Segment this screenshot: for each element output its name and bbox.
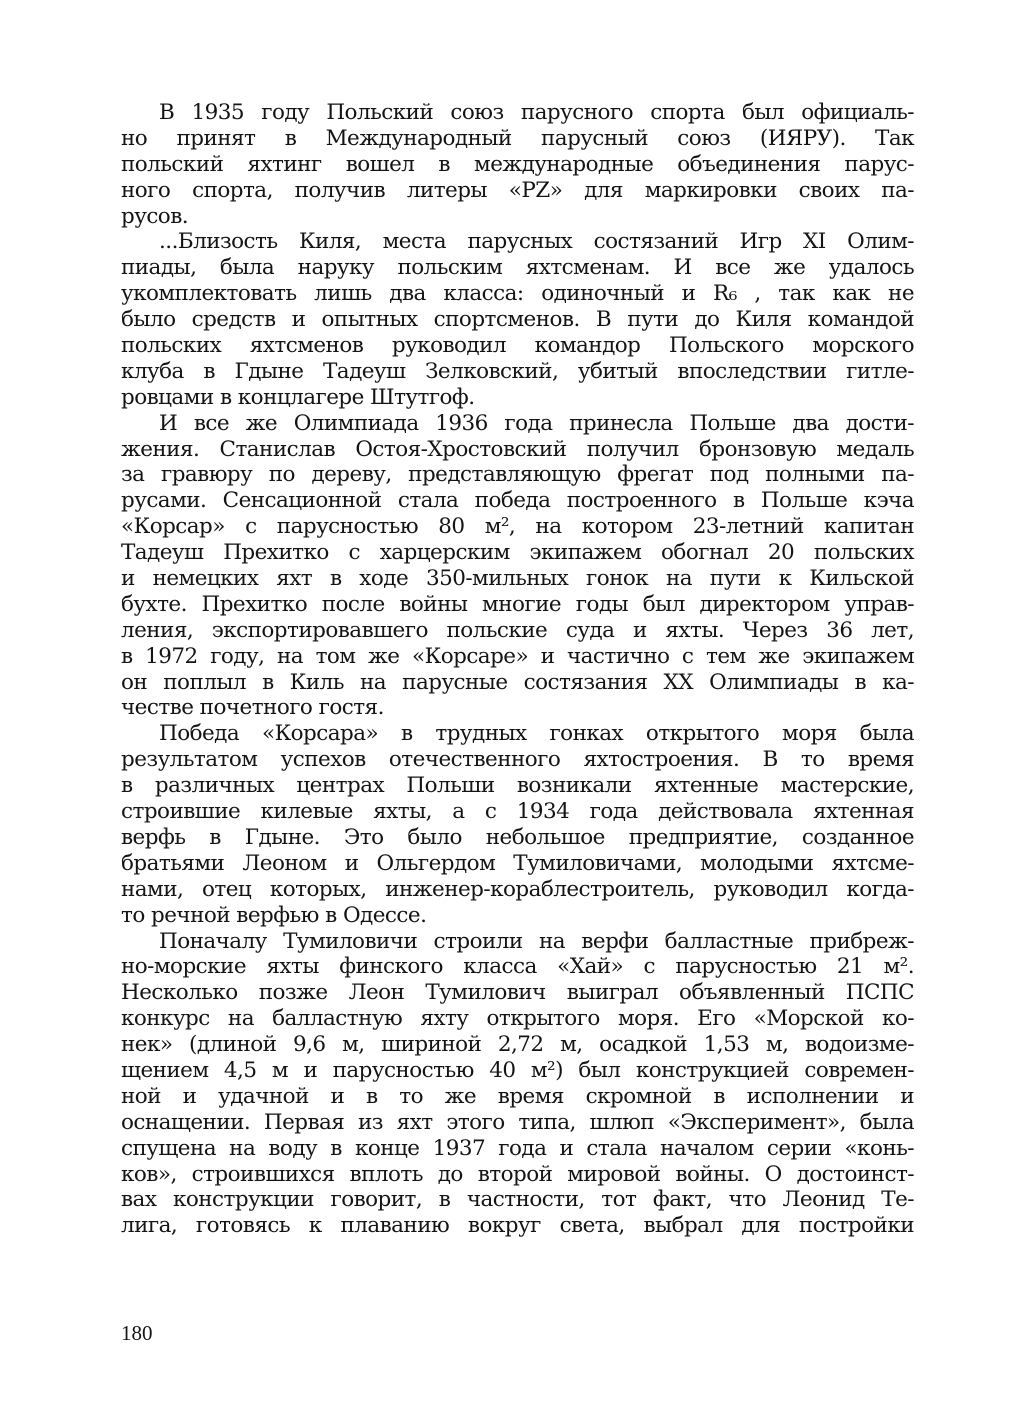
text-line: спущена на воду в конце 1937 года и стала началом серии «конь- <box>121 1135 914 1161</box>
text-line: польский яхтинг вошел в международные объединения парус- <box>121 151 914 177</box>
text-line: но-морские яхты финского класса «Хай» с парусностью 21 м². <box>121 954 914 980</box>
text-line: нами, отец которых, инженер-кораблестроитель, руководил когда- <box>121 876 914 902</box>
text-line: пиады, была наруку польским яхтсменам. И все же удалось <box>121 255 914 281</box>
text-line: вах конструкции говорит, в частности, тот факт, что Леонид Те- <box>121 1187 914 1213</box>
text-line: братьями Леоном и Ольгердом Тумиловичами, молодыми яхтсме- <box>121 850 914 876</box>
text-line: жения. Станислав Остоя-Хростовский получил бронзовую медаль <box>121 436 914 462</box>
text-line: укомплектовать лишь два класса: одиночный и R₆ , так как не <box>121 281 914 307</box>
text-line: честве почетного гостя. <box>121 695 384 721</box>
page-number: 180 <box>121 1321 153 1345</box>
text-line: лига, готовясь к плаванию вокруг света, выбрал для постройки <box>121 1213 914 1239</box>
text-line: за гравюру по дереву, представляющую фрегат под полными па- <box>121 462 914 488</box>
paragraph-korsar-victory <box>121 721 914 928</box>
text-line: в 1972 году, на том же «Корсаре» и частично с тем же экипажем <box>121 643 914 669</box>
text-line: Тадеуш Прехитко с харцерским экипажем обогнал 20 польских <box>121 540 914 566</box>
text-line: было средств и опытных спортсменов. В пути до Киля командой <box>121 307 914 333</box>
text-line: верфь в Гдыне. Это было небольшое предприятие, созданное <box>121 824 914 850</box>
text-line: ления, экспортировавшего польские суда и яхты. Через 36 лет, <box>121 617 914 643</box>
paragraph-tumilovich-yachts <box>121 929 914 1240</box>
page-body <box>121 100 914 1239</box>
text-line: в различных центрах Польши возникали яхтенные мастерские, <box>121 773 914 799</box>
text-line: бухте. Прехитко после войны многие годы был директором управ- <box>121 591 914 617</box>
text-line: ной и удачной и в то же время скромной в исполнении и <box>121 1083 914 1109</box>
text-line: щением 4,5 м и парусностью 40 м²) был конструкцией современ- <box>121 1057 914 1083</box>
text-line: клуба в Гдыне Тадеуш Зелковский, убитый впоследствии гитле- <box>121 358 914 384</box>
paragraph-1936-achievements <box>121 411 914 722</box>
text-line: «Корсар» с парусностью 80 м², на котором 23-летний капитан <box>121 514 914 540</box>
text-line: строившие килевые яхты, а с 1934 года действовала яхтенная <box>121 799 914 825</box>
text-line: русами. Сенсационной стала победа построенного в Польше кэча <box>121 488 914 514</box>
text-line: В 1935 году Польский союз парусного спорта был официаль- <box>159 100 914 125</box>
text-line: оснащении. Первая из яхт этого типа, шлюп «Эксперимент», была <box>121 1109 914 1135</box>
text-line: ков», строившихся вплоть до второй мировой войны. О достоинст- <box>121 1161 914 1187</box>
text-line: русов. <box>121 203 189 229</box>
text-line: И все же Олимпиада 1936 года принесла Польше два дости- <box>159 410 914 436</box>
text-line: ровцами в концлагере Штутгоф. <box>121 384 475 410</box>
text-line: он поплыл в Киль на парусные состязания XX Олимпиады в ка- <box>121 669 914 695</box>
text-line: нек» (длиной 9,6 м, шириной 2,72 м, осадкой 1,53 м, водоизме- <box>121 1032 914 1058</box>
text-line: ного спорта, получив литеры «PZ» для маркировки своих па- <box>121 177 914 203</box>
text-line: то речной верфью в Одессе. <box>121 902 427 928</box>
paragraph-kiel-olympics <box>121 229 914 410</box>
text-line: и немецких яхт в ходе 350-мильных гонок на пути к Кильской <box>121 566 914 592</box>
text-line: результатом успехов отечественного яхтостроения. В то время <box>121 747 914 773</box>
text-line: Несколько позже Леон Тумилович выиграл объявленный ПСПС <box>121 980 914 1006</box>
text-line: ...Близость Киля, места парусных состязаний Игр XI Олим- <box>159 229 914 255</box>
paragraph-polish-union <box>121 100 914 229</box>
text-line: Победа «Корсара» в трудных гонках открытого моря была <box>159 721 914 747</box>
text-line: но принят в Международный парусный союз (ИЯРУ). Так <box>121 125 914 151</box>
text-line: польских яхтсменов руководил командор Польского морского <box>121 333 914 359</box>
text-line: конкурс на балластную яхту открытого моря. Его «Морской ко- <box>121 1006 914 1032</box>
text-line: Поначалу Тумиловичи строили на верфи балластные прибреж- <box>159 928 914 954</box>
